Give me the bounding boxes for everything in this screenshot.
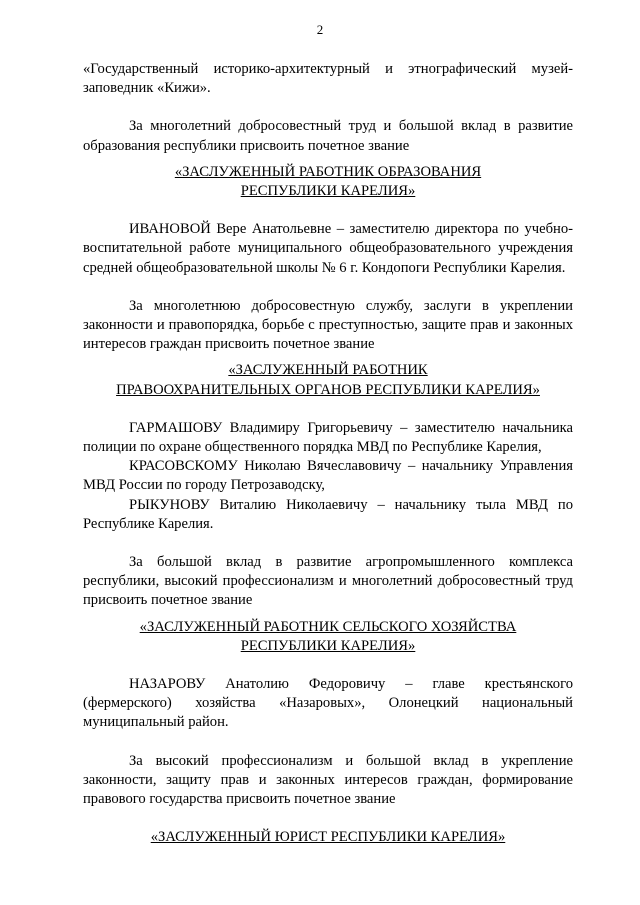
page-number: 2 bbox=[316, 22, 324, 37]
agriculture-preamble: За большой вклад в развитие агропромышленного комплекса республики, высокий профессионализм и многолетний добросовестный труд присвоить почетное звание bbox=[83, 554, 573, 609]
document-body bbox=[83, 60, 573, 848]
law-enforcement-preamble: За многолетнюю добросовестную службу, заслуги в укреплении законности и правопорядка, борьбе с преступностью, защите прав и законных интересов граждан присвоить почетное звание bbox=[83, 297, 573, 353]
law-enforcement-awardee: РЫКУНОВУ Виталию Николаевичу – начальнику тыла МВД по Республике Карелия. bbox=[83, 496, 573, 532]
agriculture-title-line1: «ЗАСЛУЖЕННЫЙ РАБОТНИК СЕЛЬСКОГО ХОЗЯЙСТВА bbox=[139, 618, 517, 635]
agriculture-title-line2: РЕСПУБЛИКИ КАРЕЛИЯ» bbox=[240, 637, 416, 654]
jurist-preamble: За высокий профессионализм и большой вклад в укрепление законности, защиту прав и законных интересов граждан, формирование правового государства присвоить почетное звание bbox=[83, 752, 573, 808]
law-enforcement-awardee: КРАСОВСКОМУ Николаю Вячеславовичу – начальнику Управления МВД России по городу Петрозаводску, bbox=[83, 458, 573, 494]
education-preamble: За многолетний добросовестный труд и большой вклад в развитие образования республики присвоить почетное звание bbox=[83, 118, 573, 154]
law-enforcement-title-line1: «ЗАСЛУЖЕННЫЙ РАБОТНИК bbox=[228, 362, 428, 379]
education-title-line2: РЕСПУБЛИКИ КАРЕЛИЯ» bbox=[240, 183, 416, 200]
education-title-line1: «ЗАСЛУЖЕННЫЙ РАБОТНИК ОБРАЗОВАНИЯ bbox=[174, 163, 482, 180]
intro-continuation: «Государственный историко-архитектурный и этнографический музей-заповедник «Кижи». bbox=[83, 61, 573, 97]
law-enforcement-title-line2: ПРАВООХРАНИТЕЛЬНЫХ ОРГАНОВ РЕСПУБЛИКИ КАРЕЛИЯ» bbox=[116, 381, 540, 398]
law-enforcement-awardee: ГАРМАШОВУ Владимиру Григорьевичу – заместителю начальника полиции по охране общественного порядка МВД по Республике Карелия, bbox=[83, 419, 573, 456]
education-awardee: ИВАНОВОЙ Вере Анатольевне – заместителю директора по учебно-воспитательной работе муниципального общеобразовательного учреждения средней общеобразовательной школы № 6 г. Кондопоги Республики Карелия. bbox=[83, 221, 573, 276]
jurist-title: «ЗАСЛУЖЕННЫЙ ЮРИСТ РЕСПУБЛИКИ КАРЕЛИЯ» bbox=[150, 829, 506, 846]
agriculture-awardee: НАЗАРОВУ Анатолию Федоровичу – главе крестьянского (фермерского) хозяйства «Назаровых», Олонецкий национальный муниципальный район. bbox=[83, 676, 573, 731]
